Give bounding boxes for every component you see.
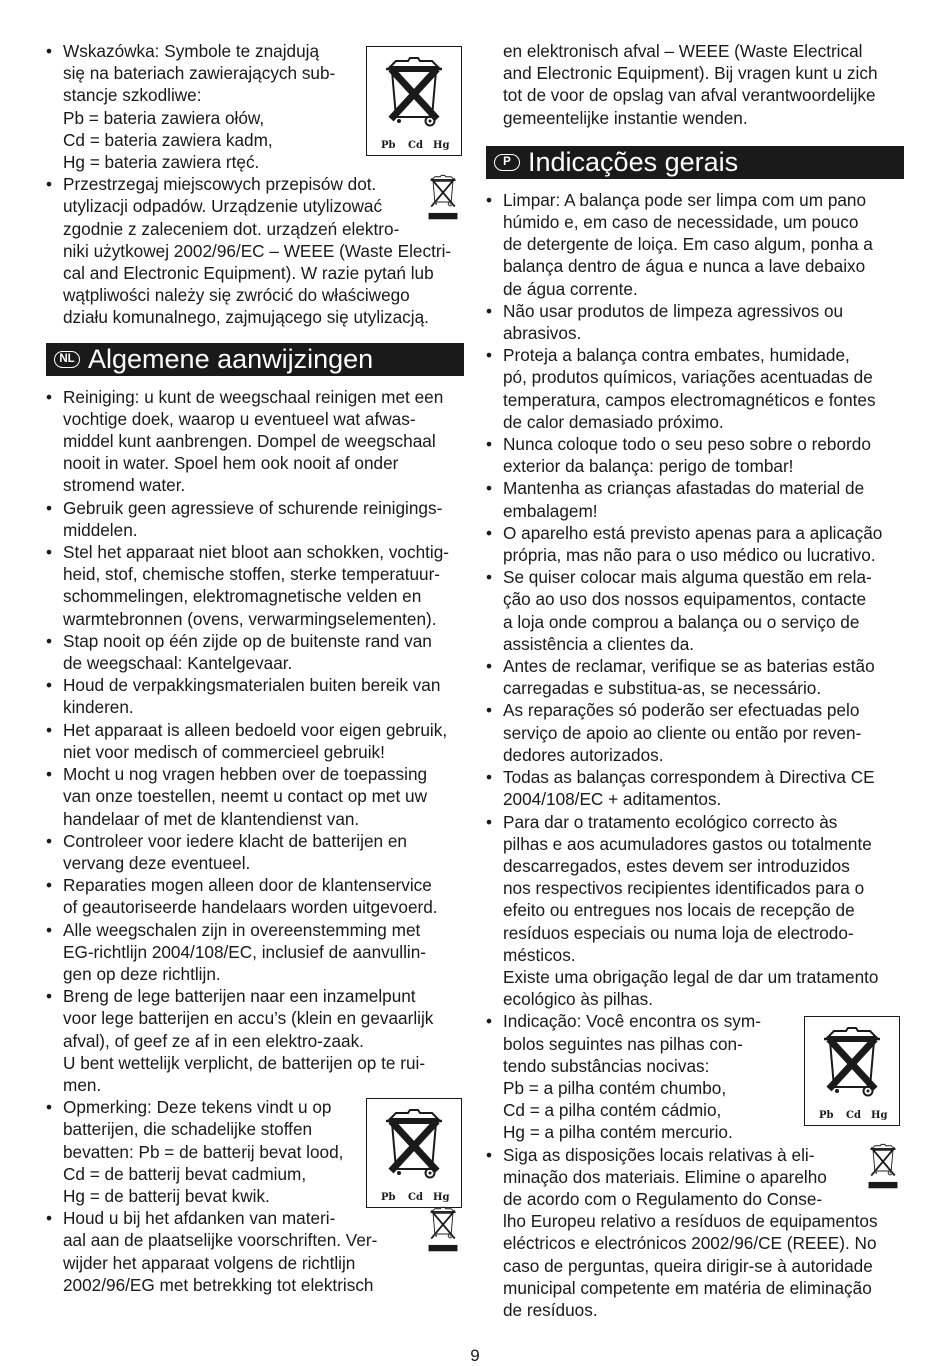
symbol-pb: Pb: [381, 1192, 396, 1204]
text-line: gen op deze richtlijn.: [63, 963, 221, 984]
list-item: [46, 763, 464, 830]
section-title: Indicações gerais: [528, 146, 739, 177]
text-line: warmtebronnen (ovens, verwarmingselementen).: [63, 608, 437, 629]
text-line: • Houd de verpakkingsmaterialen buiten bereik van: [63, 675, 441, 696]
text-line: Cd = de batterij bevat cadmium,: [63, 1163, 307, 1184]
text-line: • Breng de lege batterijen naar een inzamelpunt: [63, 986, 416, 1007]
list-item: [46, 1207, 464, 1296]
list-item: [46, 674, 464, 718]
text-line: caso de perguntas, queira dirigir-se à autoridade: [503, 1255, 873, 1276]
text-line: się na bateriach zawierających sub-: [63, 63, 336, 84]
text-line: • Reparaties mogen alleen door de klantenservice: [63, 875, 432, 896]
list-item: [486, 189, 904, 300]
text-line: abrasivos.: [503, 323, 582, 344]
weee-bin-icon: [424, 1205, 462, 1260]
left-column: [46, 40, 464, 1296]
text-line: schommelingen, elektromagnetische velden en: [63, 586, 422, 607]
text-line: Hg = bateria zawiera rtęć.: [63, 152, 260, 173]
text-line: • Przestrzegaj miejscowych przepisów dot.: [63, 174, 377, 195]
text-line: tot de voor de opslag van afval verantwoordelijke: [503, 85, 876, 106]
text-line: van onze toestellen, neemt u contact op met uw: [63, 786, 428, 807]
text-line: assistência a clientes da.: [503, 633, 695, 654]
text-line: ecológico às pilhas.: [503, 989, 654, 1010]
text-line: ção ao uso dos nossos equipamentos, contacte: [503, 589, 867, 610]
text-line: de calor demasiado próximo.: [503, 411, 724, 432]
list-item: [46, 497, 464, 541]
symbol-pb: Pb: [819, 1110, 834, 1122]
text-line: • O aparelho está previsto apenas para a aplicação: [503, 522, 883, 543]
text-line: • Stel het apparaat niet bloot aan schokken, vochtig-: [63, 542, 450, 563]
text-line: utylizacji odpadów. Urządzenie utylizować: [63, 196, 383, 217]
pt-instructions-list: [486, 189, 904, 1011]
pl-disposal-note: [46, 173, 464, 328]
text-line: própria, mas não para o uso médico ou lucrativo.: [503, 545, 876, 566]
text-line: Hg = de batterij bevat kwik.: [63, 1185, 270, 1206]
text-line: de detergente de loiça. Em caso algum, ponha a: [503, 234, 873, 255]
text-line: • Se quiser colocar mais alguma questão em rela-: [503, 567, 872, 588]
text-line: Hg = a pilha contém mercurio.: [503, 1122, 733, 1143]
text-line: • Nunca coloque todo o seu peso sobre o rebordo: [503, 434, 871, 455]
pt-disposal-note: [486, 1144, 904, 1322]
text-line: bevatten: Pb = de batterij bevat lood,: [63, 1141, 344, 1162]
list-item: [486, 344, 904, 433]
text-line: Cd = bateria zawiera kadm,: [63, 129, 273, 150]
text-line: minação dos materiais. Elimine o aparelho: [503, 1166, 827, 1187]
text-line: stromend water.: [63, 475, 186, 496]
text-line: • Para dar o tratamento ecológico correcto às: [503, 811, 838, 832]
list-item: [486, 699, 904, 766]
text-line: serviço de apoio ao cliente ou então por reven-: [503, 722, 862, 743]
list-item: [46, 874, 464, 918]
text-line: middelen.: [63, 519, 138, 540]
text-line: • Mocht u nog vragen hebben over de toepassing: [63, 764, 428, 785]
list-item: [46, 985, 464, 1096]
text-line: • Houd u bij het afdanken van materi-: [63, 1208, 336, 1229]
list-item: [486, 566, 904, 655]
section-heading-pt: [486, 146, 904, 179]
text-line: efeito ou entregues nos locais de recepção de: [503, 900, 855, 921]
text-line: embalagem!: [503, 500, 598, 521]
text-line: wijder het apparaat volgens de richtlijn: [63, 1252, 356, 1273]
battery-symbol-icon: [366, 1098, 462, 1208]
text-line: Cd = a pilha contém cádmio,: [503, 1100, 722, 1121]
text-line: stancje szkodliwe:: [63, 85, 202, 106]
section-heading-nl: [46, 343, 464, 376]
text-line: municipal competente em matéria de eliminação: [503, 1277, 872, 1298]
text-line: heid, stof, chemische stoffen, sterke temperatuur-: [63, 564, 441, 585]
nl-disposal-continued: [486, 40, 904, 129]
text-line: • Antes de reclamar, verifique se as baterias estão: [503, 656, 875, 677]
text-line: carregadas e substitua-as, se necessário.: [503, 678, 822, 699]
text-line: húmido e, em caso de necessidade, um pouco: [503, 212, 859, 233]
text-line: • Todas as balanças correspondem à Directiva CE: [503, 767, 875, 788]
text-line: Pb = a pilha contém chumbo,: [503, 1077, 727, 1098]
text-line: vochtige doek, waarop u eventueel wat afwas-: [63, 408, 416, 429]
text-line: nooit in water. Spoel hem ook nooit af onder: [63, 453, 399, 474]
list-item: [46, 541, 464, 630]
text-line: nos respectivos recipientes identificados para o: [503, 878, 865, 899]
text-line: • Gebruik geen agressieve of schurende reinigings-: [63, 497, 443, 518]
text-line: • Mantenha as crianças afastadas do material de: [503, 478, 865, 499]
text-line: • As reparações só poderão ser efectuadas pelo: [503, 700, 860, 721]
list-item: [486, 1144, 904, 1322]
list-item: [486, 766, 904, 810]
list-item: [486, 811, 904, 1011]
text-line: • Não usar produtos de limpeza agressivos ou: [503, 300, 844, 321]
pl-battery-note: [46, 40, 464, 173]
language-badge-nl: NL: [54, 351, 80, 368]
text-line: pó, produtos químicos, variações acentuadas de: [503, 367, 873, 388]
text-line: • Het apparaat is alleen bedoeld voor eigen gebruik,: [63, 719, 448, 740]
list-item: [486, 522, 904, 566]
text-line: bolos seguintes nas pilhas con-: [503, 1033, 743, 1054]
text-line: • Limpar: A balança pode ser limpa com um pano: [503, 189, 867, 210]
text-line: • Stap nooit op één zijde op de buitenste rand van: [63, 630, 432, 651]
text-line: • Proteja a balança contra embates, humidade,: [503, 345, 850, 366]
list-item: [486, 655, 904, 699]
symbol-hg: Hg: [433, 1192, 450, 1204]
text-line: handelaar of met de klantendienst van.: [63, 808, 360, 829]
text-line: Existe uma obrigação legal de dar um tratamento: [503, 966, 879, 987]
symbol-cd: Cd: [408, 140, 423, 151]
text-line: niet voor medisch of commercieel gebruik!: [63, 741, 385, 762]
language-badge-p: P: [494, 154, 520, 171]
symbol-cd: Cd: [408, 1192, 423, 1204]
symbol-pb: Pb: [381, 140, 396, 151]
pt-battery-note: [486, 1010, 904, 1143]
list-item: [46, 386, 464, 497]
text-line: • Controleer voor iedere klacht de batterijen en: [63, 830, 407, 851]
text-line: • Opmerking: Deze tekens vindt u op: [63, 1097, 332, 1118]
text-line: cal and Electronic Equipment). W razie pytań lub: [63, 263, 434, 284]
text-line: afval), of geef ze af in een elektro-zaak.: [63, 1030, 364, 1051]
text-line: batterijen, die schadelijke stoffen: [63, 1119, 313, 1140]
text-line: aal aan de plaatselijke voorschriften. Ver-: [63, 1230, 378, 1251]
text-line: działu komunalnego, zajmującego się utylizacją.: [63, 307, 429, 328]
list-item: [46, 919, 464, 986]
text-line: mésticos.: [503, 944, 576, 965]
text-line: U bent wettelijk verplicht, de batterijen op te rui-: [63, 1052, 426, 1073]
symbol-cd: Cd: [846, 1110, 861, 1122]
right-column: [486, 40, 904, 1321]
text-line: vervang deze eventueel.: [63, 852, 251, 873]
symbol-hg: Hg: [433, 140, 450, 151]
text-line: • Indicação: Você encontra os sym-: [503, 1011, 761, 1032]
text-line: • Siga as disposições locais relativas à eli-: [503, 1144, 815, 1165]
text-line: descarregados, estes devem ser introduzidos: [503, 855, 850, 876]
text-line: de água corrente.: [503, 278, 638, 299]
text-line: middel kunt aanbrengen. Dompel de weegschaal: [63, 431, 436, 452]
text-line: tendo substâncias nocivas:: [503, 1055, 710, 1076]
text-line: pilhas e aos acumuladores gastos ou totalmente: [503, 833, 872, 854]
text-line: kinderen.: [63, 697, 134, 718]
text-line: 2004/108/EC + aditamentos.: [503, 789, 722, 810]
battery-symbol-icon: [804, 1016, 900, 1126]
text-line: balança dentro de água e nunca a lave debaixo: [503, 256, 866, 277]
section-title: Algemene aanwijzingen: [88, 343, 374, 374]
text-line: en elektronisch afval – WEEE (Waste Electrical: [503, 41, 863, 61]
list-item: [486, 433, 904, 477]
text-line: Pb = bateria zawiera ołów,: [63, 107, 265, 128]
text-line: • Alle weegschalen zijn in overeenstemming met: [63, 919, 421, 940]
weee-bin-icon: [864, 1142, 902, 1197]
symbol-hg: Hg: [871, 1110, 888, 1122]
text-line: de resíduos.: [503, 1299, 598, 1320]
list-item: [46, 719, 464, 763]
text-line: resíduos especiais ou numa loja de electrodo-: [503, 922, 854, 943]
text-line: de acordo com o Regulamento do Conse-: [503, 1188, 823, 1209]
text-line: eléctricos e electrónicos 2002/96/CE (REEE). No: [503, 1233, 877, 1254]
list-item: [46, 830, 464, 874]
page-number: 9: [470, 1346, 480, 1365]
text-line: and Electronic Equipment). Bij vragen kunt u zich: [503, 63, 878, 84]
list-item: [46, 630, 464, 674]
nl-instructions-list: [46, 386, 464, 1097]
text-line: de weegschaal: Kantelgevaar.: [63, 653, 293, 674]
text-line: 2002/96/EG met betrekking tot elektrisch: [63, 1274, 374, 1295]
text-line: • Wskazówka: Symbole te znajdują: [63, 41, 320, 61]
text-line: of geautoriseerde handelaars worden uitgevoerd.: [63, 897, 438, 918]
text-line: gemeentelijke instantie wenden.: [503, 107, 748, 128]
text-line: a loja onde comprou a balança ou o serviço de: [503, 611, 860, 632]
text-line: • Reiniging: u kunt de weegschaal reinigen met een: [63, 386, 444, 407]
text-line: wątpliwości należy się zwrócić do właściwego: [63, 285, 410, 306]
battery-symbol-icon: [366, 46, 462, 156]
nl-disposal-note: [46, 1207, 464, 1296]
list-item: [486, 300, 904, 344]
text-line: EG-richtlijn 2004/108/EC, inclusief de aanvullin-: [63, 941, 427, 962]
list-item: [46, 173, 464, 328]
text-line: zgodnie z zaleceniem dot. urządzeń elektro-: [63, 218, 400, 239]
text-line: dedores autorizados.: [503, 744, 664, 765]
text-line: temperatura, campos electromagnéticos e fontes: [503, 389, 876, 410]
list-item: [486, 477, 904, 521]
text-line: niki użytkowej 2002/96/EC – WEEE (Waste Electri-: [63, 240, 452, 261]
text-line: lho Europeu relativo a resíduos de equipamentos: [503, 1211, 878, 1232]
text-line: voor lege batterijen en accu’s (klein en gevaarlijk: [63, 1008, 434, 1029]
text-line: exterior da balança: perigo de tombar!: [503, 456, 794, 477]
nl-battery-note: [46, 1096, 464, 1207]
weee-bin-icon: [424, 173, 462, 228]
text-line: men.: [63, 1074, 102, 1095]
